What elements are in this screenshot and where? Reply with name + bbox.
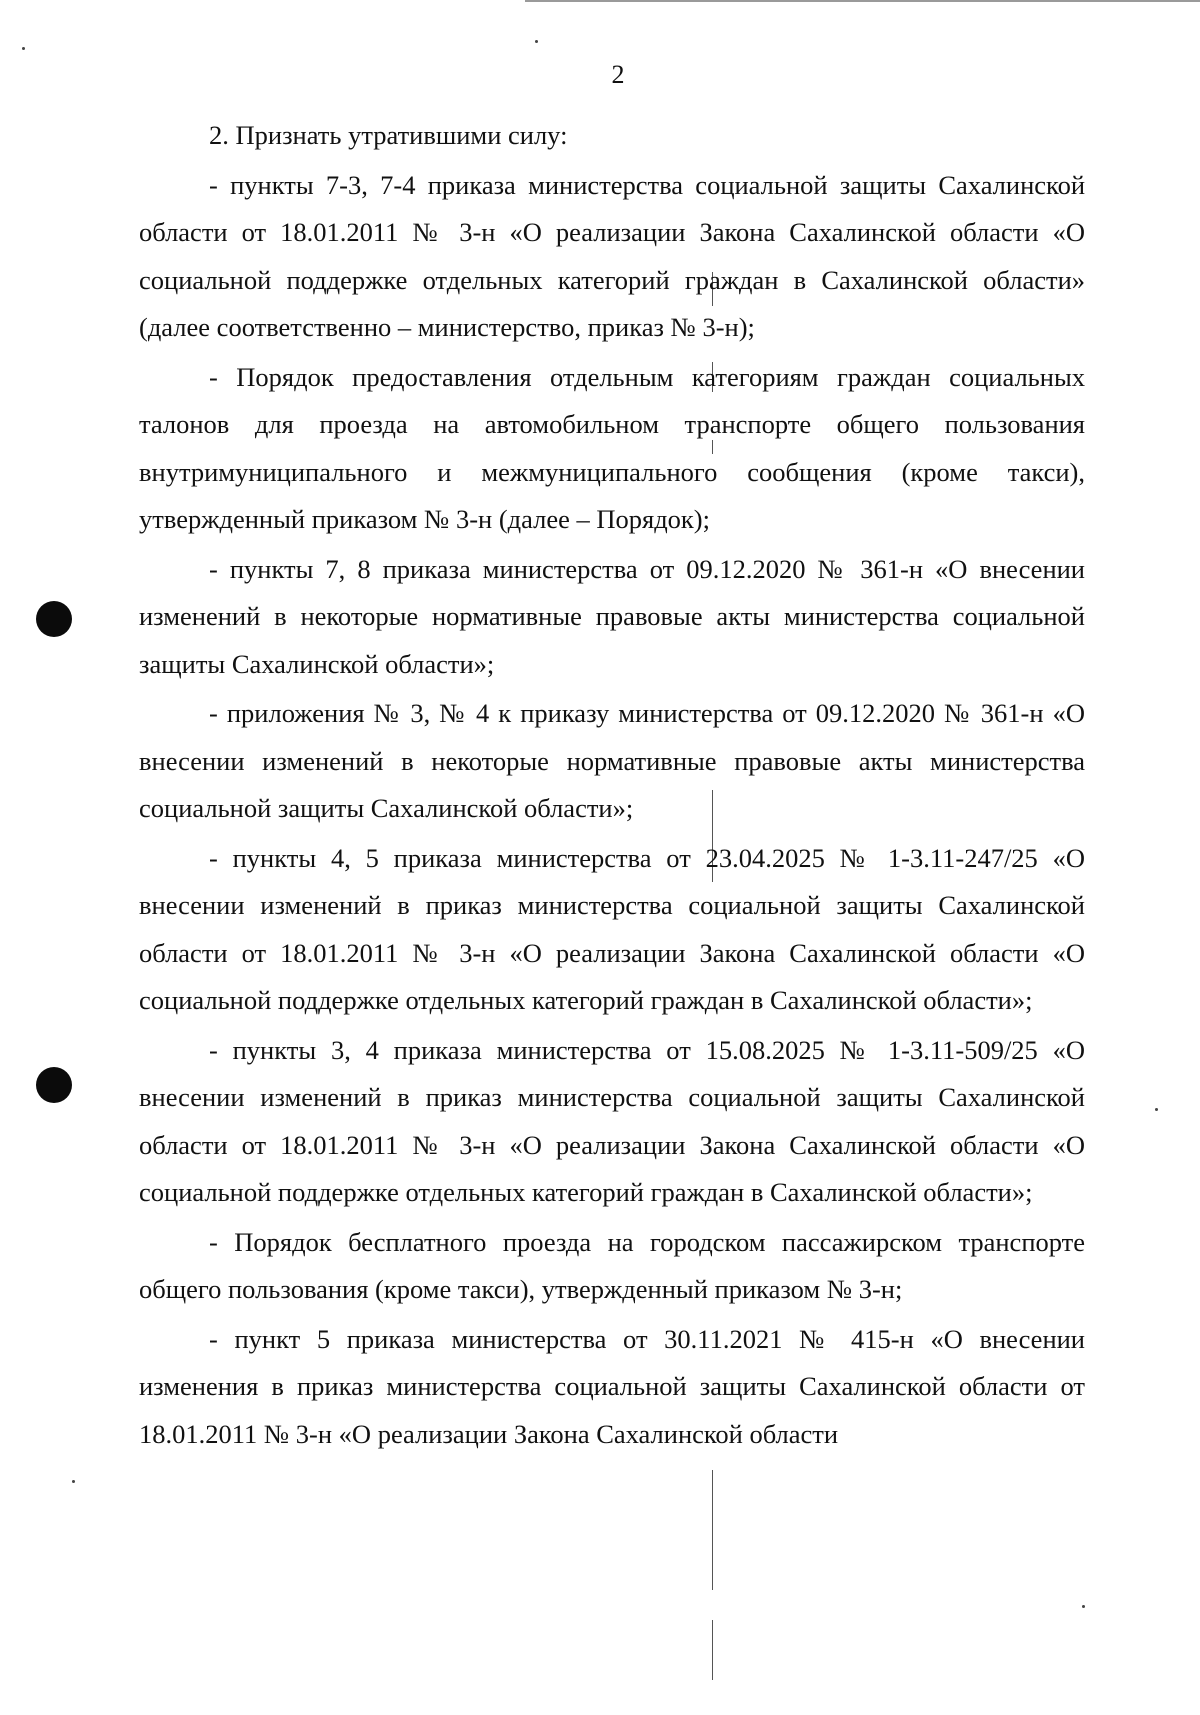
paragraph: - Порядок предоставления отдельным категориям граждан социальных талонов для проезда на автомобильном транспорте общего пользования внутримуниципального и межмуниципального сообщения (кроме такси), утвержденный приказом № 3-н (далее – Порядок);	[139, 361, 1085, 534]
punch-hole	[36, 1067, 72, 1103]
scan-speck	[1155, 1108, 1158, 1111]
scan-edge-line	[525, 0, 1200, 2]
paragraph: - пункты 7, 8 приказа министерства от 09.12.2020 № 361-н «О внесении изменений в некоторые нормативные правовые акты министерства социальной защиты Сахалинской области»;	[139, 553, 1085, 679]
scan-fold-mark	[712, 1470, 713, 1590]
paragraph: - Порядок бесплатного проезда на городском пассажирском транспорте общего пользования (кроме такси), утвержденный приказом № 3-н;	[139, 1226, 1085, 1304]
scan-speck	[22, 47, 25, 50]
scan-speck	[535, 40, 538, 43]
scan-speck	[1082, 1605, 1085, 1608]
scan-speck	[72, 1480, 75, 1483]
page-number: 2	[611, 60, 625, 89]
paragraph: - приложения № 3, № 4 к приказу министерства от 09.12.2020 № 361-н «О внесении изменений в некоторые нормативные правовые акты министерства социальной защиты Сахалинской области»;	[139, 698, 1085, 823]
document-body	[139, 112, 1085, 1460]
paragraph: - пункты 4, 5 приказа министерства от 23.04.2025 № 1-3.11-247/25 «О внесении изменений в приказ министерства социальной защиты Сахалинской области от 18.01.2011 № 3-н «О реализации Закона Сахалинской области «О социальной поддержке отдельных категорий граждан в Сахалинской области»;	[139, 842, 1085, 1015]
scan-fold-mark	[712, 1620, 713, 1680]
paragraph: - пункт 5 приказа министерства от 30.11.2021 № 415-н «О внесении изменения в приказ министерства социальной защиты Сахалинской области от 18.01.2011 № 3-н «О реализации Закона Сахалинской области	[139, 1323, 1085, 1449]
paragraph-heading: 2. Признать утратившими силу:	[209, 120, 568, 150]
paragraph: - пункты 3, 4 приказа министерства от 15.08.2025 № 1-3.11-509/25 «О внесении изменений в приказ министерства социальной защиты Сахалинской области от 18.01.2011 № 3-н «О реализации Закона Сахалинской области «О социальной поддержке отдельных категорий граждан в Сахалинской области»;	[139, 1034, 1085, 1207]
paragraph: - пункты 7-3, 7-4 приказа министерства социальной защиты Сахалинской области от 18.01.2011 № 3-н «О реализации Закона Сахалинской области «О социальной поддержке отдельных категорий граждан в Сахалинской области» (далее соответственно – министерство, приказ № 3-н);	[139, 169, 1085, 342]
punch-hole	[36, 601, 72, 637]
